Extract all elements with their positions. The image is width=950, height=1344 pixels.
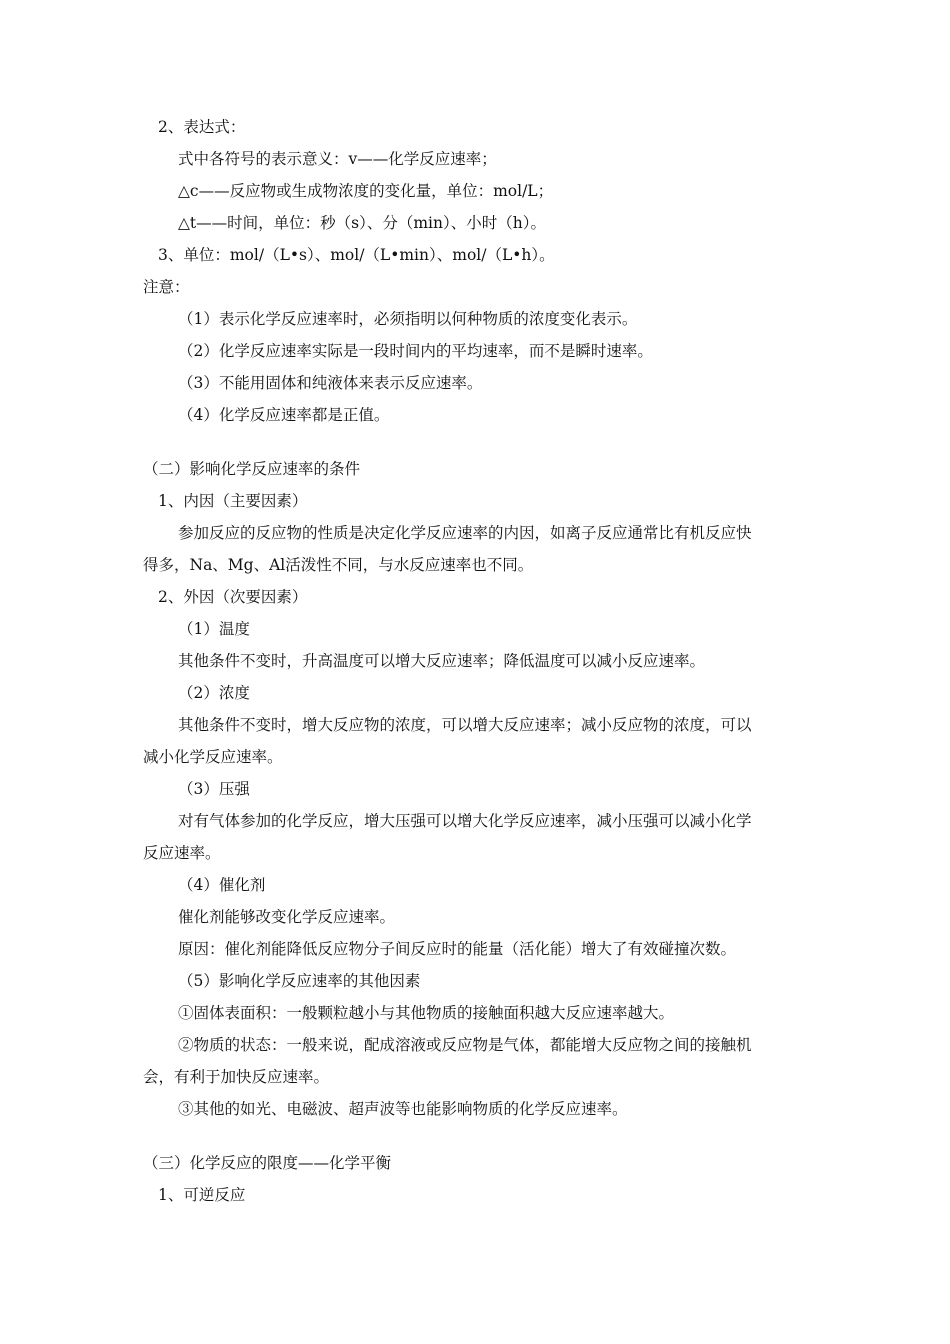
factor-pressure-heading: （3）压强	[178, 780, 250, 798]
factor-other-state-2: 会，有利于加快反应速率。	[143, 1068, 330, 1086]
note-3: （3）不能用固体和纯液体来表示反应速率。	[178, 374, 483, 392]
factor-other-state-1: ②物质的状态：一般来说，配成溶液或反应物是气体，都能增大反应物之间的接触机	[178, 1036, 752, 1054]
factor-temperature-heading: （1）温度	[178, 620, 250, 638]
factor-other-surface: ①固体表面积：一般颗粒越小与其他物质的接触面积越大反应速率越大。	[178, 1004, 675, 1022]
factor-catalyst-heading: （4）催化剂	[178, 876, 266, 894]
factor-pressure-text-1: 对有气体参加的化学反应，增大压强可以增大化学反应速率，减小压强可以减小化学	[178, 812, 752, 830]
factor-other-misc: ③其他的如光、电磁波、超声波等也能影响物质的化学反应速率。	[178, 1100, 628, 1118]
note-heading: 注意：	[143, 278, 190, 296]
internal-factor-text-2: 得多，Na、Mg、Al活泼性不同，与水反应速率也不同。	[143, 556, 534, 574]
symbol-meaning-dt: △t——时间，单位：秒（s）、分（min）、小时（h）。	[178, 214, 546, 232]
section-2-heading: （二）影响化学反应速率的条件	[143, 460, 361, 478]
factor-other-heading: （5）影响化学反应速率的其他因素	[178, 972, 421, 990]
factor-concentration-heading: （2）浓度	[178, 684, 250, 702]
reversible-reaction-heading: 1、可逆反应	[158, 1186, 246, 1204]
factor-concentration-text-2: 减小化学反应速率。	[143, 748, 283, 766]
item-unit: 3、单位：mol/（L•s）、mol/（L•min）、mol/（L•h）。	[158, 246, 555, 264]
external-factor-heading: 2、外因（次要因素）	[158, 588, 308, 606]
symbol-meaning-dc: △c——反应物或生成物浓度的变化量，单位：mol/L；	[178, 182, 554, 200]
factor-concentration-text-1: 其他条件不变时，增大反应物的浓度，可以增大反应速率；减小反应物的浓度，可以	[178, 716, 752, 734]
internal-factor-text-1: 参加反应的反应物的性质是决定化学反应速率的内因，如离子反应通常比有机反应快	[178, 524, 752, 542]
section-3-heading: （三）化学反应的限度——化学平衡	[143, 1154, 392, 1172]
note-1: （1）表示化学反应速率时，必须指明以何种物质的浓度变化表示。	[178, 310, 638, 328]
item-expression-heading: 2、表达式：	[158, 118, 246, 136]
internal-factor-heading: 1、内因（主要因素）	[158, 492, 308, 510]
symbol-meaning-v: 式中各符号的表示意义：v——化学反应速率；	[178, 150, 497, 168]
factor-catalyst-text: 催化剂能够改变化学反应速率。	[178, 908, 396, 926]
factor-temperature-text: 其他条件不变时，升高温度可以增大反应速率；降低温度可以减小反应速率。	[178, 652, 706, 670]
note-2: （2）化学反应速率实际是一段时间内的平均速率，而不是瞬时速率。	[178, 342, 653, 360]
factor-pressure-text-2: 反应速率。	[143, 844, 221, 862]
note-4: （4）化学反应速率都是正值。	[178, 406, 390, 424]
factor-catalyst-reason: 原因：催化剂能降低反应物分子间反应时的能量（活化能）增大了有效碰撞次数。	[178, 940, 737, 958]
